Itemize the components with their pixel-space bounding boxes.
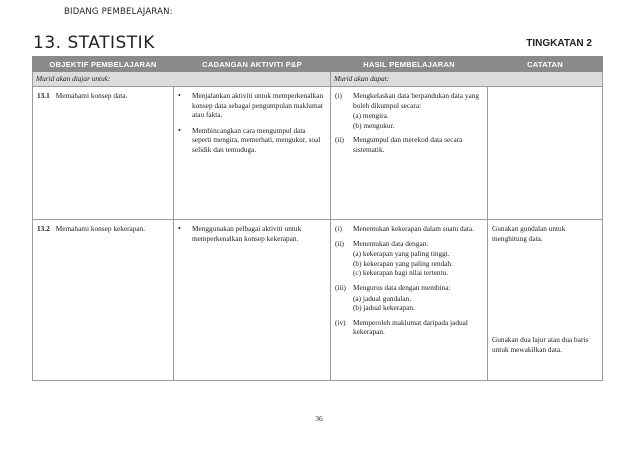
objective-cell <box>33 87 173 105</box>
list-item: (iii) Mengurus data dengan membina: (a) jadual gundalan. (b) jadual kekerapan. <box>335 282 451 313</box>
list-item: (ii) Menentukan data dengan: (a) kekerapan yang paling tinggi. (b) kekerapan yang paling rendah. (c) kekerapan bagi nilai tertentu. <box>335 238 453 278</box>
activities-cell <box>174 220 330 253</box>
header-outcomes: HASIL PEMBELAJARAN <box>331 57 488 72</box>
header-objectives: OBJEKTIF PEMBELAJARAN <box>33 57 174 72</box>
activities-cell <box>174 87 330 165</box>
subheader-taught: Murid akan diajar untuk: <box>33 72 331 87</box>
curriculum-table <box>32 56 603 381</box>
objective-text: Memahami konsep kekerapan. <box>55 224 146 233</box>
table-header-row <box>33 57 603 72</box>
list-item: • Membincangkan cara mengumpul data seperti mengira, memerhati, mengukur, soal selidik dan temuduga. <box>178 125 321 154</box>
objective-number: 13.2 <box>37 224 50 233</box>
table-row <box>33 87 603 220</box>
outcomes-cell <box>331 87 487 164</box>
grade-label: TINGKATAN 2 <box>526 38 592 49</box>
note-text: Gunakan gundalan untuk menghitung data. <box>492 224 566 243</box>
list-item: • Menggunakan pelbagai aktiviti untuk memperkenalkan konsep kekerapan. <box>178 224 302 243</box>
unit-title: 13. STATISTIK <box>33 33 155 53</box>
objective-text: Memahami konsep data. <box>55 91 128 100</box>
list-item: • Menjalankan aktiviti untuk memperkenalkan konsep data sebagai pengumpulan maklumat atau fakta. <box>178 91 324 120</box>
header-notes: CATATAN <box>488 57 603 72</box>
list-item: (i) Menentukan kekerapan dalam suatu data. <box>335 224 474 233</box>
list-item: (iv) Memperoleh maklumat daripada jadual kekerapan. <box>335 317 468 337</box>
table-subheader-row <box>33 72 603 87</box>
subheader-able: Murid akan dapat: <box>331 72 603 87</box>
list-item: (ii) Mengumpul dan merekod data secara sistematik. <box>335 135 463 154</box>
objective-number: 13.1 <box>37 91 50 100</box>
note-text: Gunakan dua lajur atau dua baris untuk mewakilkan data. <box>492 335 589 354</box>
learning-area-label: BIDANG PEMBELAJARAN: <box>64 7 173 17</box>
page-number: 36 <box>315 414 323 423</box>
header-activities: CADANGAN AKTIVITI P&P <box>174 57 331 72</box>
notes-cell <box>488 87 602 95</box>
notes-cell <box>488 220 602 380</box>
list-item: (i) Mengkelaskan data berpandukan data yang boleh dikumpul secara: (a) mengira. (b) mengukur. <box>335 91 480 130</box>
objective-cell <box>33 220 173 238</box>
outcomes-cell <box>331 220 487 346</box>
table-row <box>33 220 603 381</box>
